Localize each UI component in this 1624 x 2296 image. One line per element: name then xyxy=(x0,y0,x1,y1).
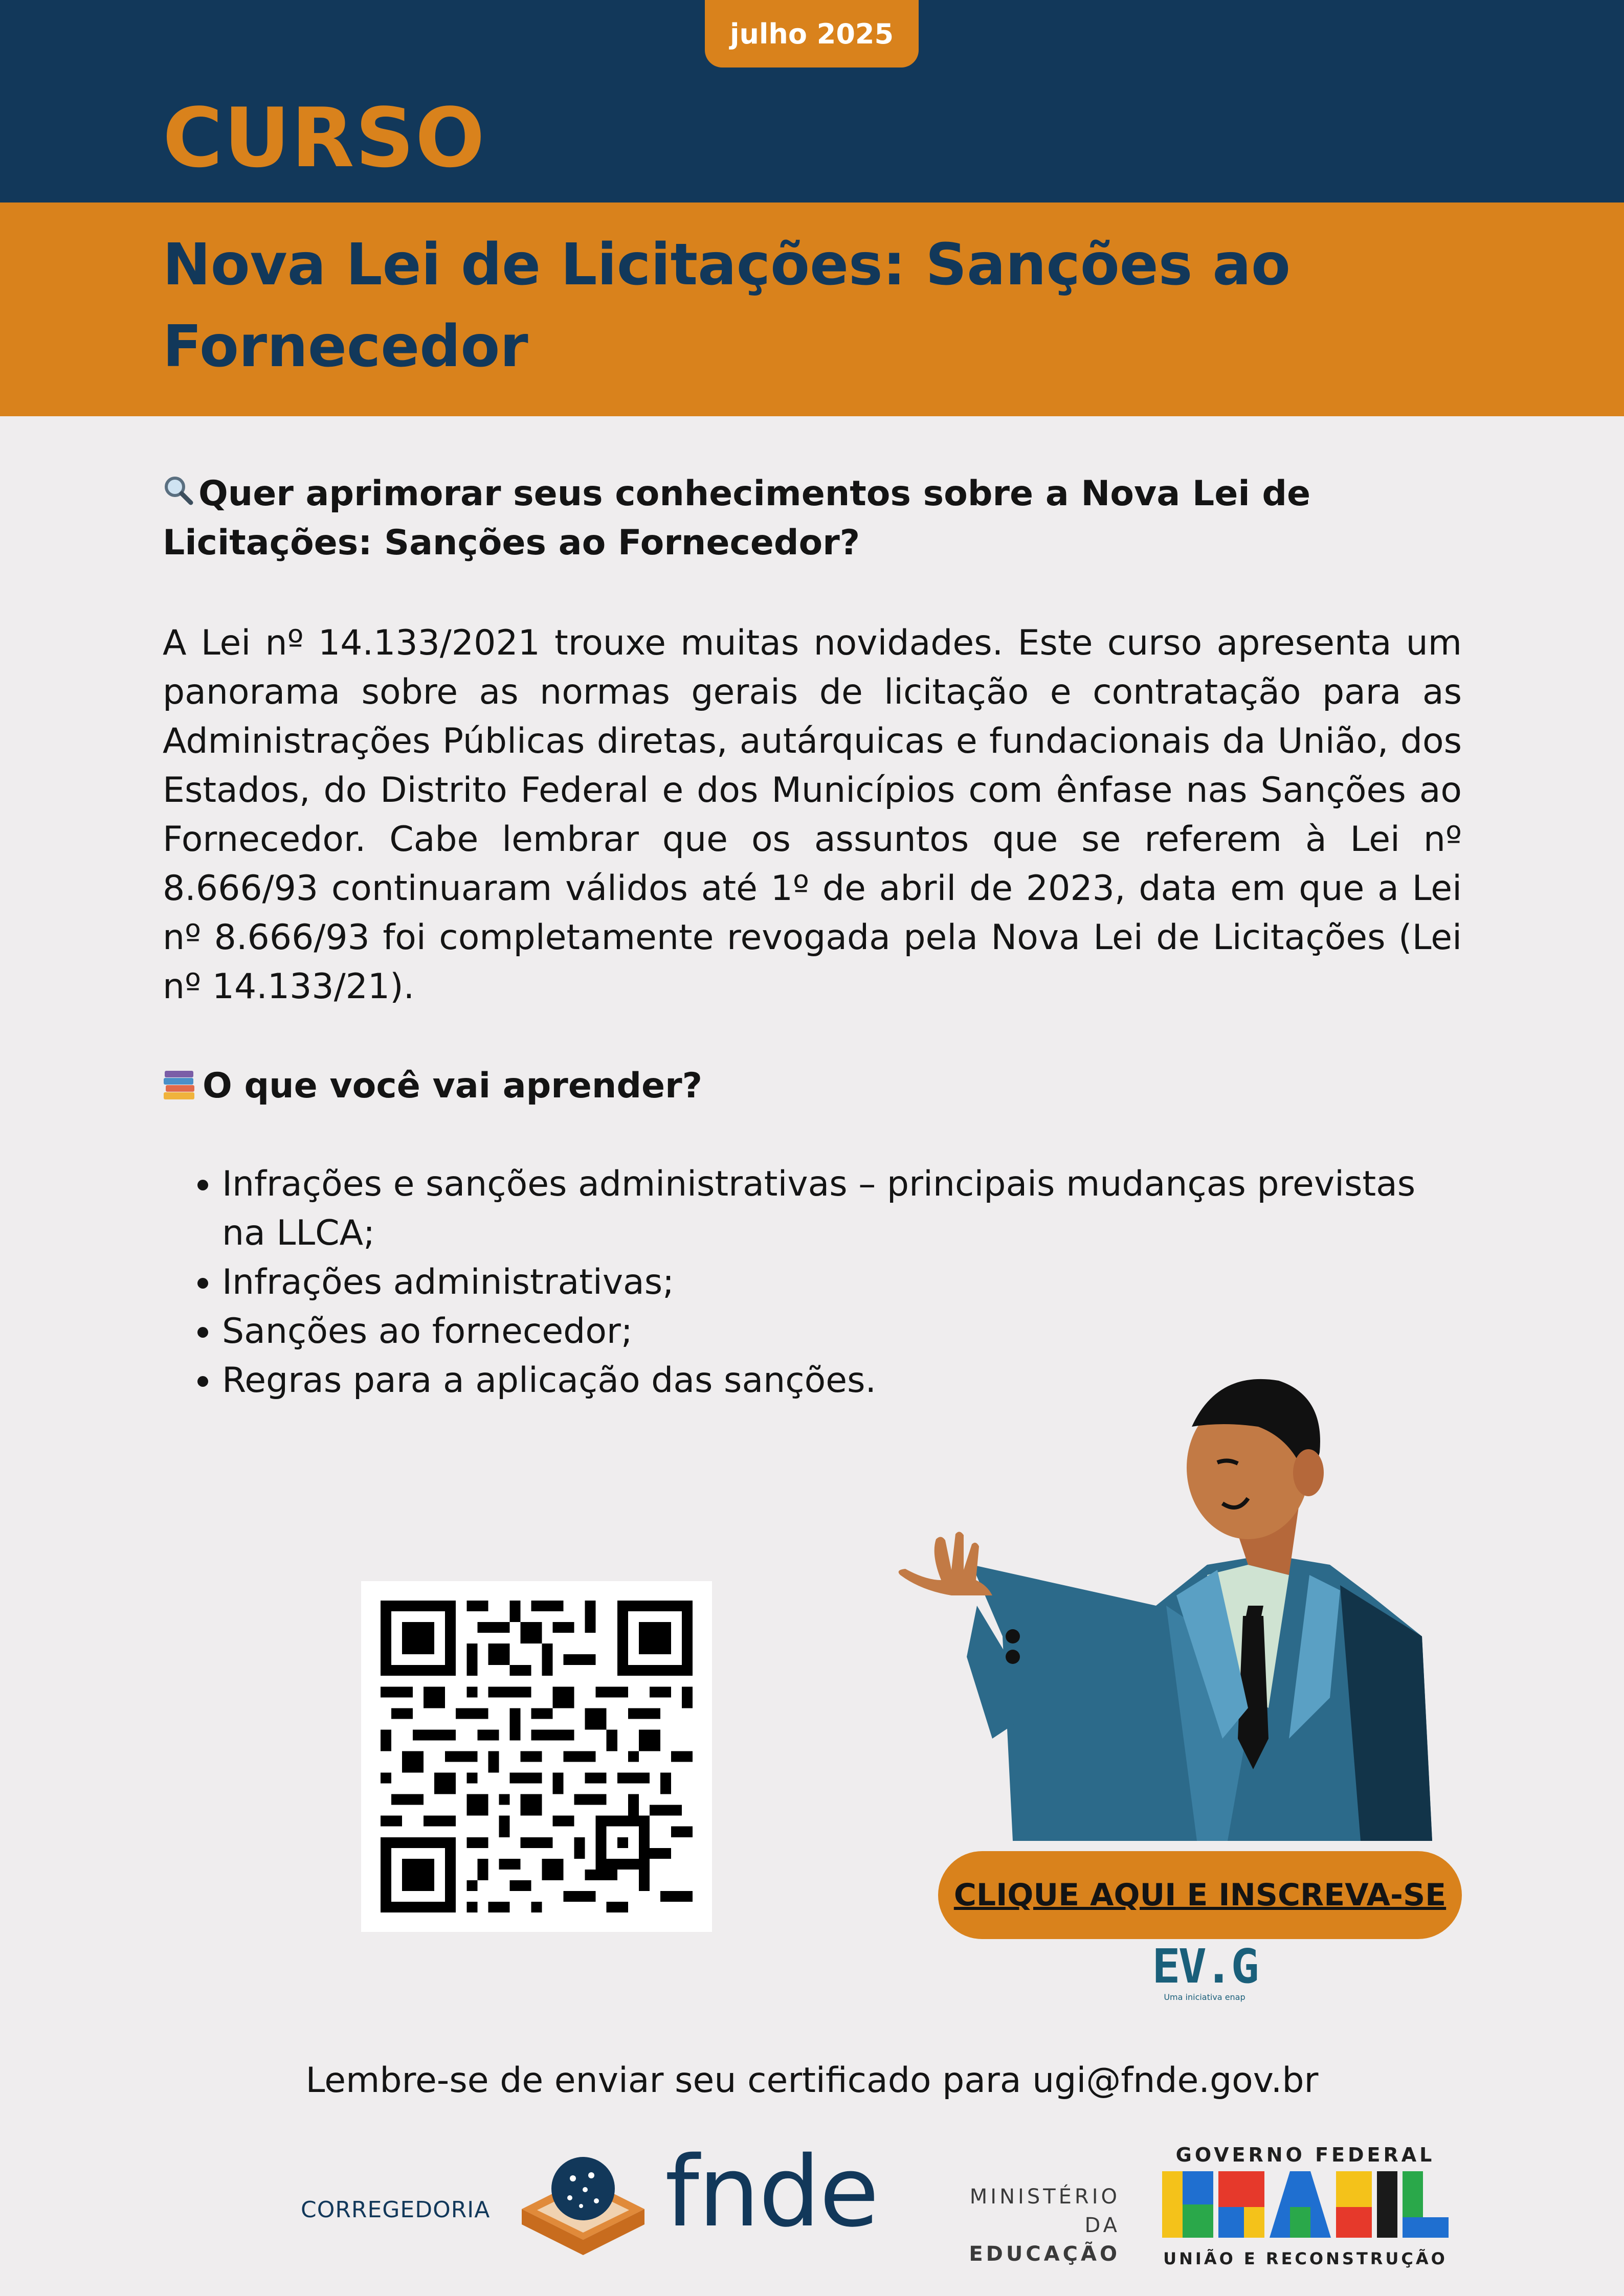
learn-heading xyxy=(163,1062,1441,1111)
mec-logo xyxy=(926,2182,1120,2268)
evg-tagline: Uma iniciativa enap xyxy=(1164,1992,1245,2002)
magnifier-icon xyxy=(163,469,198,519)
evg-logo xyxy=(1151,1939,1258,2002)
learn-heading-text: O que você vai aprender? xyxy=(203,1066,703,1106)
intro-paragraph: A Lei nº 14.133/2021 trouxe muitas novidades. Este curso apresenta um panorama sobre as normas gerais de licitação e contratação para as Administrações Públicas diretas, autárquicas e fundacionais da União, dos Estados, do Distrito Federal e dos Municípios com ênfase nas Sanções ao Fornecedor. Cabe lembrar que os assuntos que se referem à Lei nº 8.666/93 continuaram válidos até 1º de abril de 2023, data em que a Lei nº 8.666/93 foi completamente revogada pela Nova Lei de Licitações (Lei nº 14.133/21). xyxy=(163,623,1462,1007)
fnde-logo-text: fnde xyxy=(665,2135,878,2248)
gov-bottom-text: UNIÃO E RECONSTRUÇÃO xyxy=(1163,2249,1448,2268)
kicker-title: CURSO xyxy=(163,90,486,186)
gov-top-text: GOVERNO FEDERAL xyxy=(1175,2144,1435,2166)
governo-federal-logo xyxy=(1157,2144,1454,2268)
intro-question xyxy=(163,469,1462,568)
mec-line2: EDUCAÇÃO xyxy=(969,2242,1120,2266)
list-item: • Infrações e sanções administrativas – principais mudanças previstas na LLCA; xyxy=(222,1160,1462,1258)
list-item: • Regras para a aplicação das sanções. xyxy=(222,1356,1462,1405)
intro-question-text: Quer aprimorar seus conhecimentos sobre a Nova Lei de Licitações: Sanções ao Fornecedor? xyxy=(163,474,1311,563)
list-item: • Infrações administrativas; xyxy=(222,1258,1462,1307)
date-badge: julho 2025 xyxy=(705,0,919,67)
books-icon xyxy=(163,1066,195,1097)
qr-code[interactable] xyxy=(361,1581,712,1932)
brasil-wordmark xyxy=(1162,2166,1449,2243)
certificate-reminder: Lembre-se de enviar seu certificado para ugi@fnde.gov.br xyxy=(305,2060,1319,2101)
list-item: • Sanções ao fornecedor; xyxy=(222,1307,1462,1356)
fnde-emblem-icon xyxy=(517,2153,650,2267)
corregedoria-label: CORREGEDORIA xyxy=(301,2197,491,2223)
course-title: Nova Lei de Licitações: Sanções ao Fornecedor xyxy=(163,232,1291,380)
mec-line1: MINISTÉRIO DA xyxy=(969,2185,1120,2237)
enroll-button[interactable]: CLIQUE AQUI E INSCREVA-SE xyxy=(938,1851,1462,1939)
presenter-illustration xyxy=(890,1350,1442,1843)
evg-logo-text: EV.G xyxy=(1152,1939,1257,1994)
